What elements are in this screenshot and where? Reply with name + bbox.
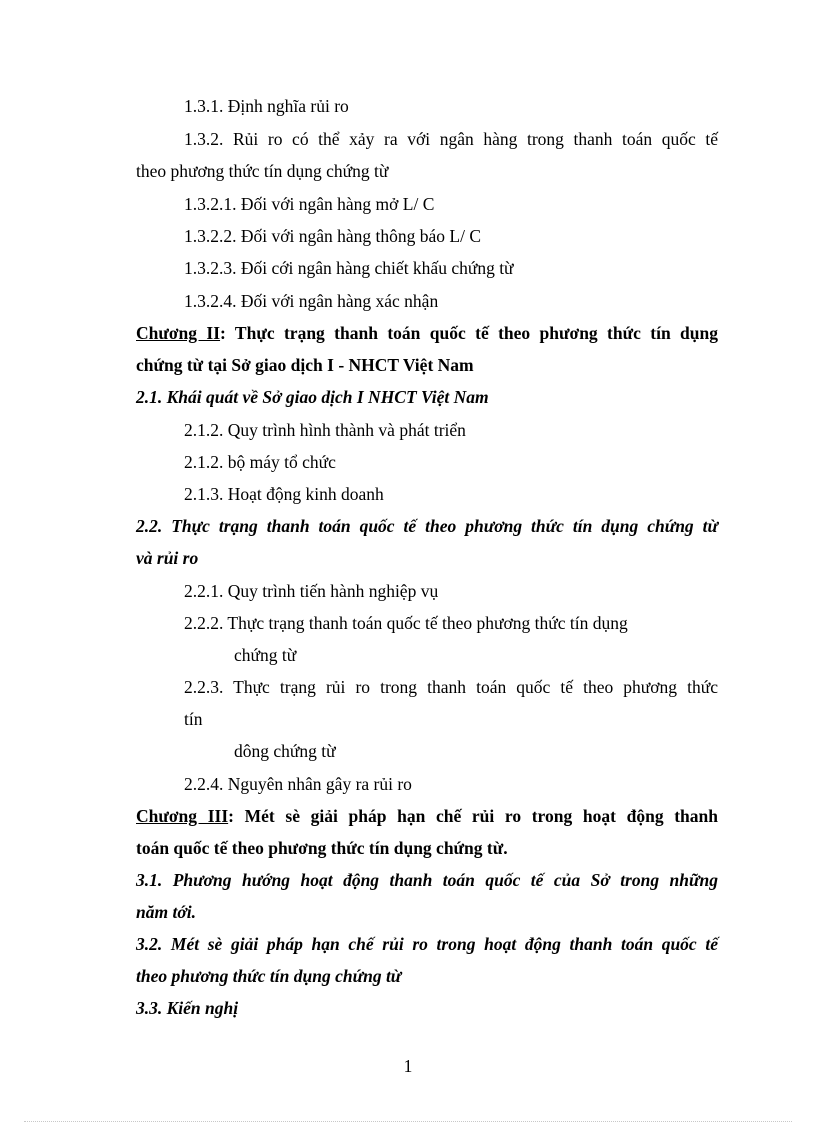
toc-entry-2-2-3-line1: 2.2.3. Thực trạng rủi ro trong thanh toán quốc tế theo phương thức: [184, 677, 718, 697]
toc-entry-2-2-3-line3: dông chứng từ: [234, 741, 336, 761]
page-number: 1: [403, 1056, 413, 1076]
section-3-3-heading: 3.3. Kiến nghị: [136, 998, 239, 1018]
toc-entry-2-2-2-line1: 2.2.2. Thực trạng thanh toán quốc tế theo phương thức tín dụng: [184, 613, 628, 633]
toc-entry-2-1-2-a: 2.1.2. Quy trình hình thành và phát triển: [184, 420, 466, 440]
section-3-1-heading-line2: năm tới.: [136, 902, 196, 922]
chapter-3-title-part1: : Mét sè giải pháp hạn chế rủi ro trong hoạt động thanh: [228, 806, 718, 826]
chapter-3-heading-line1: [136, 805, 718, 827]
toc-entry-1-3-2-4: 1.3.2.4. Đối với ngân hàng xác nhận: [184, 291, 439, 311]
section-3-2-heading-line2: theo phương thức tín dụng chứng từ: [136, 966, 402, 986]
toc-entry-1-3-1: 1.3.1. Định nghĩa rủi ro: [184, 96, 349, 116]
chapter-2-label: Chương II: [136, 323, 221, 343]
section-2-2-heading-line2: và rủi ro: [136, 548, 199, 568]
chapter-2-title-part1: : Thực trạng thanh toán quốc tế theo phương thức tín dụng: [220, 323, 719, 343]
toc-entry-2-1-3: 2.1.3. Hoạt động kinh doanh: [184, 484, 384, 504]
section-2-1-heading: 2.1. Khái quát về Sở giao dịch I NHCT Việt Nam: [136, 387, 489, 407]
chapter-3-label: Chương III: [136, 806, 229, 826]
toc-entry-1-3-2-2: 1.3.2.2. Đối với ngân hàng thông báo L/ C: [184, 226, 482, 246]
toc-entry-1-3-2-3: 1.3.2.3. Đối cới ngân hàng chiết khấu chứng từ: [184, 258, 514, 278]
toc-entry-1-3-2-line1: 1.3.2. Rủi ro có thể xảy ra với ngân hàng trong thanh toán quốc tế: [184, 129, 718, 149]
chapter-2-heading-line2: chứng từ tại Sở giao dịch I - NHCT Việt Nam: [136, 355, 474, 375]
toc-entry-1-3-2-line2: theo phương thức tín dụng chứng từ: [136, 161, 389, 181]
toc-entry-2-2-2-line2: chứng từ: [234, 645, 297, 665]
section-3-1-heading-line1: 3.1. Phương hướng hoạt động thanh toán quốc tế của Sở trong những: [136, 870, 718, 890]
chapter-3-heading-line2: toán quốc tế theo phương thức tín dụng chứng từ.: [136, 838, 508, 858]
toc-entry-1-3-2-1: 1.3.2.1. Đối với ngân hàng mở L/ C: [184, 194, 435, 214]
toc-entry-2-2-1: 2.2.1. Quy trình tiến hành nghiệp vụ: [184, 581, 439, 601]
section-3-2-heading-line1: 3.2. Mét sè giải pháp hạn chế rủi ro trong hoạt động thanh toán quốc tế: [136, 934, 718, 954]
toc-entry-2-2-3-line2: tín: [184, 709, 203, 729]
chapter-2-heading-line1: [136, 322, 718, 344]
page-bottom-divider: [24, 1121, 792, 1122]
section-2-2-heading-line1: 2.2. Thực trạng thanh toán quốc tế theo phương thức tín dụng chứng từ: [136, 516, 718, 536]
toc-entry-2-2-4: 2.2.4. Nguyên nhân gây ra rủi ro: [184, 774, 412, 794]
toc-entry-2-1-2-b: 2.1.2. bộ máy tổ chức: [184, 452, 336, 472]
